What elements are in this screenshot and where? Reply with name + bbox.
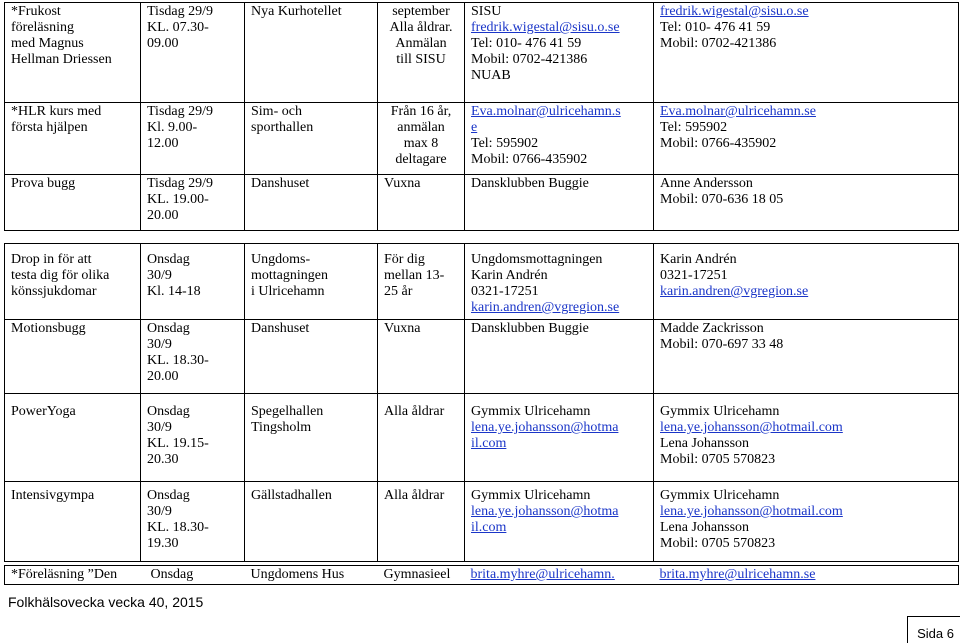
contact-email-link[interactable]: brita.myhre@ulricehamn.se (659, 567, 816, 582)
organizer-cell (465, 566, 654, 585)
contact-email-link[interactable]: karin.andren@vgregion.se (660, 284, 809, 299)
activity-cell: PowerYoga (5, 394, 141, 482)
schedule-table-wednesday (4, 243, 959, 562)
contact-cell: Anne Andersson Mobil: 070-636 18 05 (654, 175, 959, 231)
table-row (5, 3, 959, 103)
place-cell: Danshuset (245, 320, 378, 394)
time-cell: Onsdag 30/9 KL. 19.15- 20.30 (141, 394, 245, 482)
organizer-email-link[interactable]: fredrik.wigestal@sisu.o.se (471, 20, 620, 35)
organizer-cell (465, 3, 654, 103)
table-row (5, 482, 959, 562)
activity-cell: Prova bugg (5, 175, 141, 231)
organizer-details: Ungdomsmottagningen Karin Andrén 0321-17251 (471, 252, 603, 299)
place-cell: Nya Kurhotellet (245, 3, 378, 103)
organizer-details: Tel: 010- 476 41 59 Mobil: 0702-421386 NUAB (471, 36, 588, 83)
target-cell: september Alla åldrar. Anmälan till SISU (378, 3, 465, 103)
table-row (5, 394, 959, 482)
organizer-email-link[interactable]: karin.andren@vgregion.se (471, 300, 620, 315)
place-cell: Spegelhallen Tingsholm (245, 394, 378, 482)
contact-cell (654, 244, 959, 320)
activity-cell: Drop in för att testa dig för olika könssjukdomar (5, 244, 141, 320)
time-cell: Onsdag 30/9 KL. 18.30- 20.00 (141, 320, 245, 394)
target-cell: Alla åldrar (378, 394, 465, 482)
time-cell: Tisdag 29/9 KL. 19.00- 20.00 (141, 175, 245, 231)
target-cell: Vuxna (378, 320, 465, 394)
contact-cell (654, 566, 959, 585)
organizer-cell (465, 394, 654, 482)
contact-cell (654, 103, 959, 175)
time-cell: Onsdag 30/9 Kl. 14-18 (141, 244, 245, 320)
activity-cell: *Föreläsning ”Den (5, 566, 145, 585)
time-cell: Onsdag (145, 566, 245, 585)
target-cell: Vuxna (378, 175, 465, 231)
contact-details: Lena Johansson Mobil: 0705 570823 (660, 520, 776, 551)
time-cell: Tisdag 29/9 KL. 07.30- 09.00 (141, 3, 245, 103)
place-cell: Danshuset (245, 175, 378, 231)
contact-details: Lena Johansson Mobil: 0705 570823 (660, 436, 776, 467)
activity-cell: Intensivgympa (5, 482, 141, 562)
target-cell: Från 16 år, anmälan max 8 deltagare (378, 103, 465, 175)
organizer-cell: Dansklubben Buggie (465, 320, 654, 394)
organizer-name: SISU (471, 4, 502, 19)
activity-cell: *HLR kurs med första hjälpen (5, 103, 141, 175)
contact-name: Gymmix Ulricehamn (660, 488, 780, 503)
organizer-email-link[interactable]: brita.myhre@ulricehamn. (470, 567, 615, 582)
schedule-table-tuesday (4, 2, 959, 231)
organizer-cell (465, 482, 654, 562)
place-cell: Sim- och sporthallen (245, 103, 378, 175)
target-cell: Gymnasieel (378, 566, 465, 585)
document-footer: Folkhälsovecka vecka 40, 2015 (8, 594, 204, 610)
place-cell: Ungdoms- mottagningen i Ulricehamn (245, 244, 378, 320)
place-cell: Ungdomens Hus (245, 566, 378, 585)
schedule-table-partial (4, 565, 959, 585)
contact-cell (654, 394, 959, 482)
activity-cell: Motionsbugg (5, 320, 141, 394)
organizer-cell: Dansklubben Buggie (465, 175, 654, 231)
contact-details: Tel: 595902 Mobil: 0766-435902 (660, 120, 777, 151)
contact-email-link[interactable]: Eva.molnar@ulricehamn.se (660, 104, 816, 119)
activity-cell: *Frukost föreläsning med Magnus Hellman Driessen (5, 3, 141, 103)
time-cell: Onsdag 30/9 KL. 18.30- 19.30 (141, 482, 245, 562)
contact-email-link[interactable]: fredrik.wigestal@sisu.o.se (660, 4, 809, 19)
organizer-details: Tel: 595902 Mobil: 0766-435902 (471, 136, 588, 167)
contact-name: Gymmix Ulricehamn (660, 404, 780, 419)
contact-email-link[interactable]: lena.ye.johansson@hotmail.com (660, 504, 843, 519)
organizer-cell (465, 244, 654, 320)
contact-email-link[interactable]: lena.ye.johansson@hotmail.com (660, 420, 843, 435)
table-row (5, 320, 959, 394)
organizer-email-link[interactable]: lena.ye.johansson@hotma il.com (471, 504, 619, 535)
place-cell: Gällstadhallen (245, 482, 378, 562)
organizer-name: Gymmix Ulricehamn (471, 404, 591, 419)
contact-cell (654, 482, 959, 562)
contact-cell (654, 3, 959, 103)
target-cell: För dig mellan 13- 25 år (378, 244, 465, 320)
table-row (5, 566, 959, 585)
table-row (5, 175, 959, 231)
target-cell: Alla åldrar (378, 482, 465, 562)
organizer-email-link[interactable]: lena.ye.johansson@hotma il.com (471, 420, 619, 451)
organizer-cell (465, 103, 654, 175)
organizer-name: Gymmix Ulricehamn (471, 488, 591, 503)
table-row (5, 103, 959, 175)
table-row (5, 244, 959, 320)
contact-details: Tel: 010- 476 41 59 Mobil: 0702-421386 (660, 20, 777, 51)
contact-details: Karin Andrén 0321-17251 (660, 252, 737, 283)
page-number: Sida 6 (917, 626, 954, 641)
time-cell: Tisdag 29/9 Kl. 9.00- 12.00 (141, 103, 245, 175)
organizer-email-link[interactable]: Eva.molnar@ulricehamn.s e (471, 104, 621, 135)
contact-cell: Madde Zackrisson Mobil: 070-697 33 48 (654, 320, 959, 394)
